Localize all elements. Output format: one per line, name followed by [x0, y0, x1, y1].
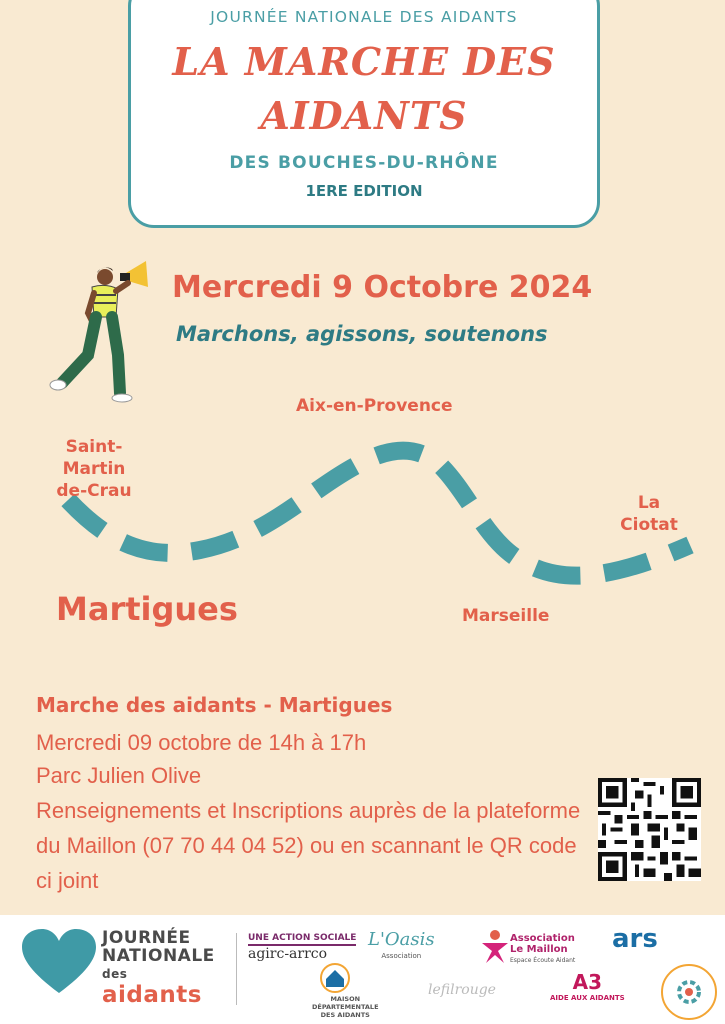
qr-code[interactable]: [598, 778, 701, 881]
city-saint-martin-line-1: Saint-Martin: [62, 437, 126, 479]
header-card: [128, 0, 600, 228]
header-top-line: JOURNÉE NATIONALE DES AIDANTS: [210, 8, 518, 26]
oasis-name: L'Oasis: [368, 929, 435, 950]
maillon-line-1: Association: [510, 933, 575, 944]
jna-line-1: JOURNÉE: [102, 928, 191, 948]
logo-maison-aidants: [312, 995, 379, 1019]
info-schedule: Mercredi 09 octobre de 14h à 17h: [36, 730, 367, 755]
maison-house-icon: [320, 963, 350, 993]
walking-person-illustration: [48, 255, 158, 405]
logo-lefilrouge: lefilrouge: [428, 982, 496, 998]
a3-name: A3: [572, 970, 603, 994]
jna-line-4: aidants: [102, 982, 202, 1008]
event-slogan: Marchons, agissons, soutenons: [176, 322, 548, 346]
jna-line-3: des: [102, 967, 128, 981]
city-saint-martin: [36, 436, 152, 502]
city-aix: Aix-en-Provence: [296, 396, 453, 416]
city-la-ciotat-line-2: Ciotat: [620, 515, 678, 535]
logo-association-maillon: [510, 933, 575, 966]
title-line-2: AIDANTS: [260, 93, 468, 138]
title-line-1: LA MARCHE DES: [172, 39, 556, 84]
region-label: DES BOUCHES-DU-RHÔNE: [229, 153, 499, 173]
a3-sub: AIDE AUX AIDANTS: [550, 994, 625, 1002]
city-saint-martin-line-2: de-Crau: [56, 481, 132, 501]
footer-logos: [0, 915, 725, 1024]
maillon-line-3: Espace Écoute Aidant: [510, 957, 576, 964]
city-martigues: Martigues: [56, 590, 238, 628]
agirc-line-2: agirc-arrco: [248, 946, 328, 962]
ars-name: ars: [612, 924, 658, 954]
circular-seal-logo: [660, 963, 718, 1021]
edition-label: 1ERE EDITION: [305, 182, 423, 200]
footer-divider: [236, 933, 237, 1005]
heart-icon: [22, 929, 96, 995]
info-title: Marche des aidants - Martigues: [36, 693, 393, 717]
jna-line-2: NATIONALE: [102, 946, 215, 966]
maillon-people-icon: [480, 929, 510, 963]
agirc-line-1: UNE ACTION SOCIALE: [248, 933, 356, 946]
maison-line-1: MAISON: [330, 995, 361, 1003]
city-la-ciotat: [614, 492, 684, 536]
logo-journee-nationale: [102, 929, 215, 1007]
logo-ars: [612, 925, 658, 953]
logo-agirc-arrco: [248, 933, 356, 962]
maillon-line-2: Le Maillon: [510, 944, 568, 955]
logo-oasis: [368, 929, 435, 962]
logo-a3: [550, 971, 625, 1004]
city-la-ciotat-line-1: La: [637, 493, 661, 513]
info-contact: Renseignements et Inscriptions auprès de la plateforme du Maillon (07 70 44 04 52) ou en scannant le QR code ci joint: [36, 798, 581, 893]
maison-line-3: DES AIDANTS: [320, 1011, 370, 1019]
dashed-route-line: [68, 451, 690, 576]
city-marseille: Marseille: [462, 606, 550, 626]
info-place: Parc Julien Olive: [36, 763, 202, 788]
oasis-sub: Association: [381, 952, 422, 960]
event-date: Mercredi 9 Octobre 2024: [172, 270, 593, 305]
page-title: [131, 35, 597, 143]
maison-line-2: DÉPARTEMENTALE: [312, 1003, 379, 1011]
